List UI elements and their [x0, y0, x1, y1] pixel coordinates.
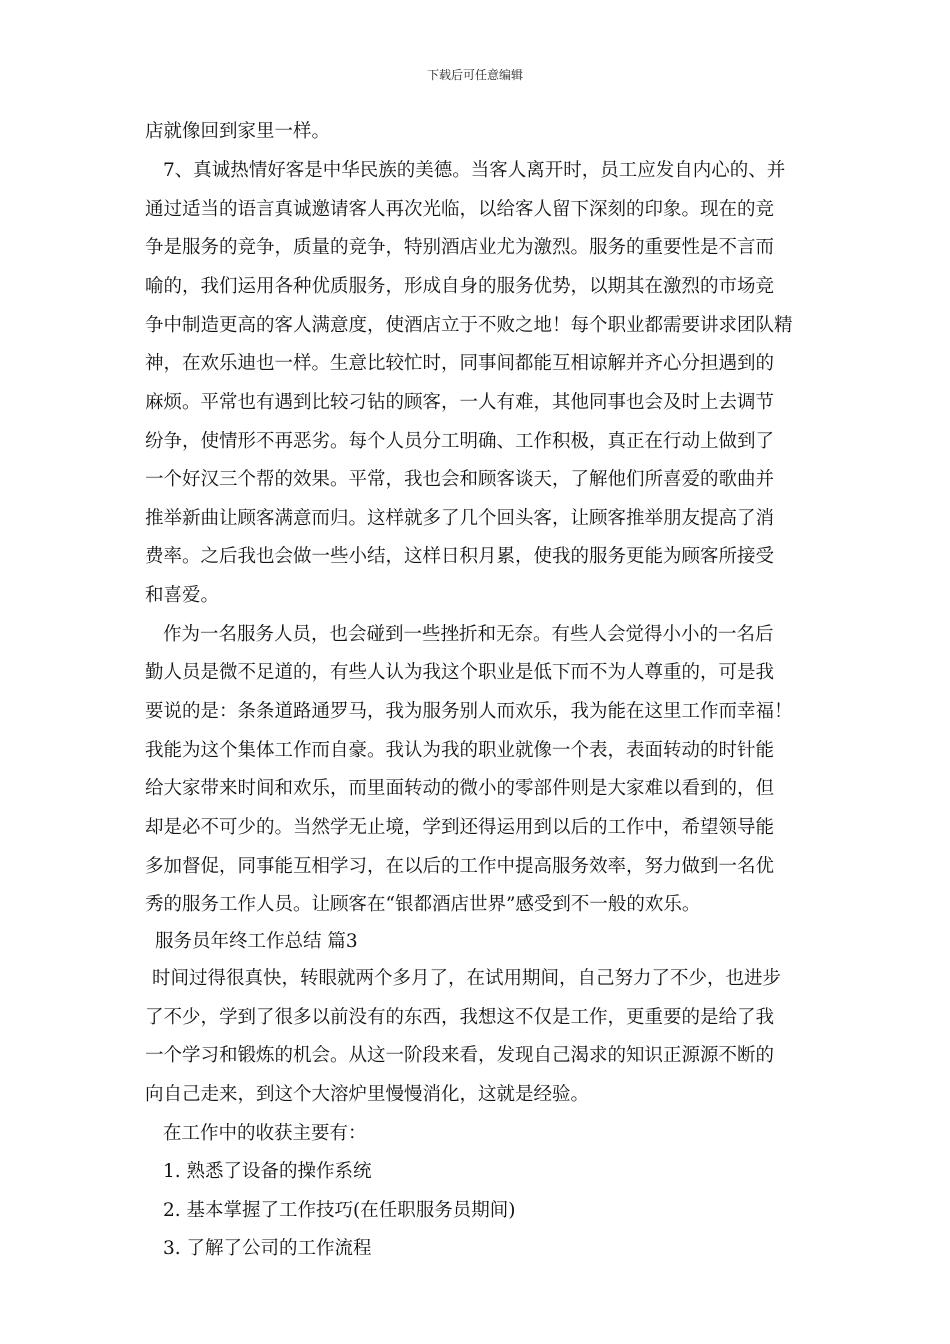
text-line: 争中制造更高的客人满意度，使酒店立于不败之地！每个职业都需要讲求团队精 [145, 315, 793, 336]
text-line: 我能为这个集体工作而自豪。我认为我的职业就像一个表，表面转动的时针能 [145, 740, 775, 761]
text-line: 喻的，我们运用各种优质服务，形成自身的服务优势，以期其在激烈的市场竞 [145, 276, 775, 297]
text-line: 一个好汉三个帮的效果。平常，我也会和顾客谈天，了解他们所喜爱的歌曲并 [145, 469, 775, 490]
text-line: 在工作中的收获主要有： [163, 1123, 367, 1144]
text-line: 时间过得很真快，转眼就两个多月了，在试用期间，自己努力了不少，也进步 [152, 968, 782, 989]
text-line: 多加督促，同事能互相学习，在以后的工作中提高服务效率，努力做到一名优 [145, 856, 775, 877]
text-line: 7、真诚热情好客是中华民族的美德。当客人离开时，员工应发自内心的、并 [163, 160, 786, 181]
list-item: 1. 熟悉了设备的操作系统 [163, 1161, 372, 1182]
text-line: 和喜爱。 [145, 585, 220, 606]
text-line: 秀的服务工作人员。让顾客在“银都酒店世界”感受到不一般的欢乐。 [145, 894, 701, 915]
list-item: 3. 了解了公司的工作流程 [163, 1238, 372, 1259]
text-line: 费率。之后我也会做一些小结，这样日积月累，使我的服务更能为顾客所接受 [145, 546, 775, 567]
text-line: 作为一名服务人员，也会碰到一些挫折和无奈。有些人会觉得小小的一名后 [163, 624, 774, 645]
text-line: 要说的是：条条道路通罗马，我为服务别人而欢乐，我为能在这里工作而幸福！ [145, 701, 793, 722]
text-line: 店就像回到家里一样。 [145, 121, 331, 142]
text-line: 了不少，学到了很多以前没有的东西，我想这不仅是工作，更重要的是给了我 [145, 1007, 775, 1028]
text-line: 却是必不可少的。当然学无止境，学到还得运用到以后的工作中，希望领导能 [145, 817, 775, 838]
text-line: 争是服务的竞争，质量的竞争，特别酒店业尤为激烈。服务的重要性是不言而 [145, 237, 775, 258]
text-line: 勤人员是微不足道的，有些人认为我这个职业是低下而不为人尊重的，可是我 [145, 662, 775, 683]
text-line: 向自己走来，到这个大溶炉里慢慢消化，这就是经验。 [145, 1084, 590, 1105]
text-line: 麻烦。平常也有遇到比较刁钻的顾客，一人有难，其他同事也会及时上去调节 [145, 392, 775, 413]
text-line: 推举新曲让顾客满意而归。这样就多了几个回头客，让顾客推举朋友提高了消 [145, 508, 775, 529]
list-item: 2. 基本掌握了工作技巧(在任职服务员期间) [163, 1200, 516, 1221]
text-line: 一个学习和锻炼的机会。从这一阶段来看，发现自己渴求的知识正源源不断的 [145, 1045, 775, 1066]
text-line: 通过适当的语言真诚邀请客人再次光临，以给客人留下深刻的印象。现在的竞 [145, 199, 775, 220]
text-line: 神，在欢乐迪也一样。生意比较忙时，同事间都能互相谅解并齐心分担遇到的 [145, 353, 775, 374]
text-line: 给大家带来时间和欢乐，而里面转动的微小的零部件则是大家难以看到的，但 [145, 778, 775, 799]
section-heading: 服务员年终工作总结 篇3 [155, 931, 358, 952]
page-header: 下载后可任意编辑 [426, 68, 523, 82]
text-line: 纷争，使情形不再恶劣。每个人员分工明确、工作积极，真正在行动上做到了 [145, 431, 775, 452]
